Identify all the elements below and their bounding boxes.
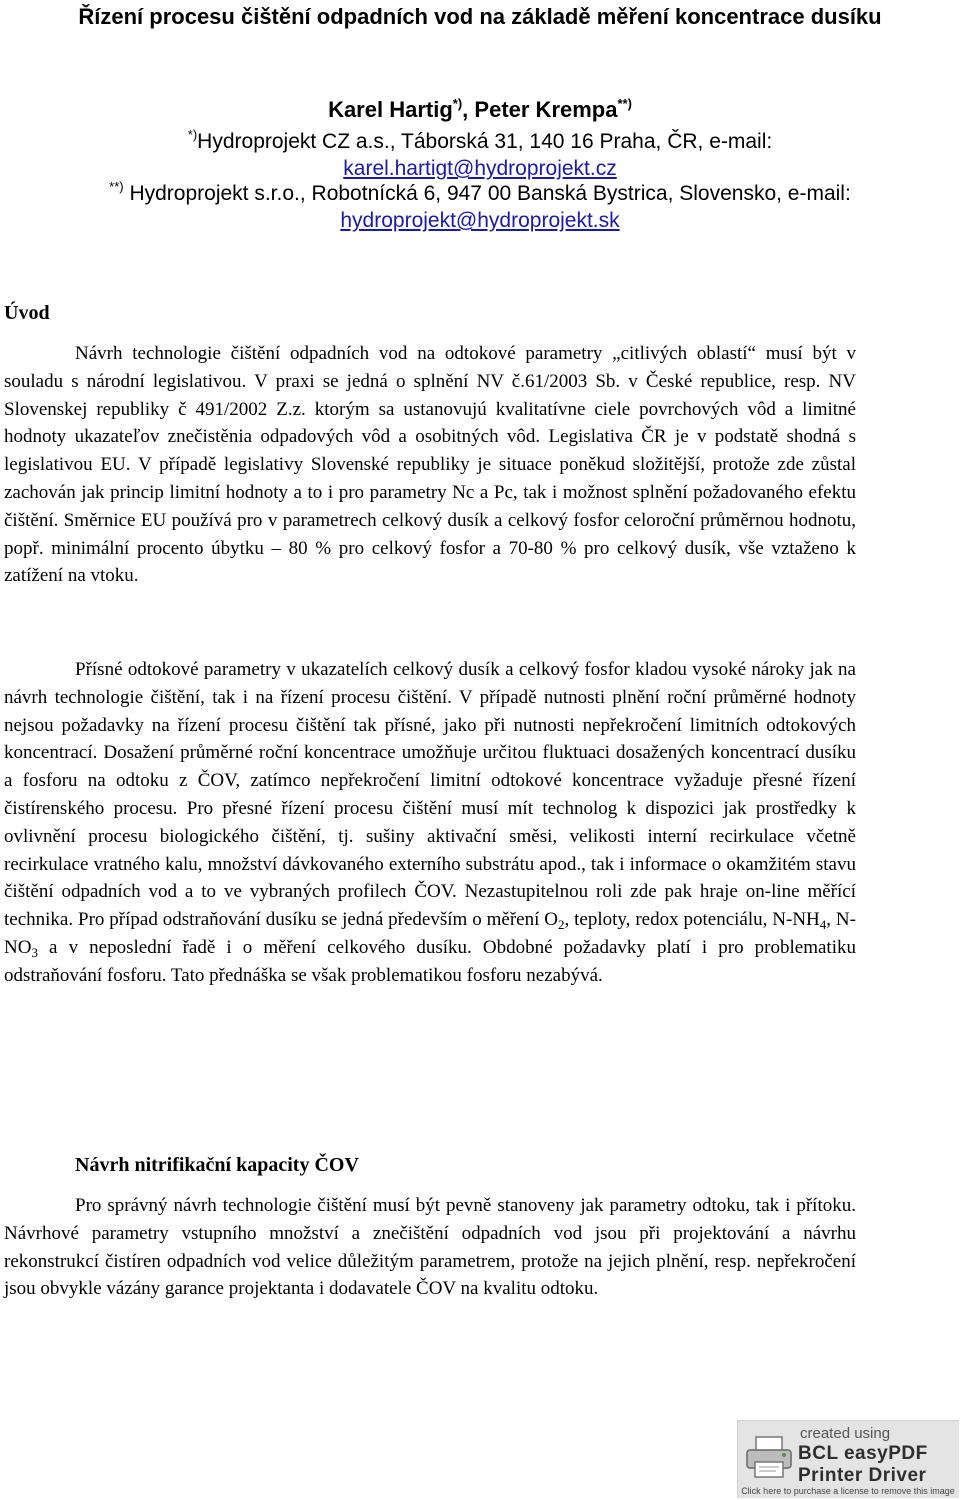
paragraph-intro-2 (4, 656, 856, 990)
author-separator: , (462, 97, 475, 122)
affiliation-1-text: Hydroprojekt CZ a.s., Táborská 31, 140 16 Praha, ČR, e-mail: (197, 130, 773, 153)
section-heading-nitrifikace: Návrh nitrifikační kapacity ČOV (75, 1154, 359, 1176)
subscript-o2: 2 (557, 917, 565, 933)
affiliation-2-email-link[interactable]: hydroprojekt@hydroprojekt.sk (340, 209, 620, 232)
page-title: Řízení procesu čištění odpadních vod na základě měření koncentrace dusíku (78, 4, 882, 29)
paragraph-intro-2-text-a: Přísné odtokové parametry v ukazatelích celkový dusík a celkový fosfor kladou vysoké nároky jak na návrh technologie čištění, tak i na řízení procesu čištění. V případě nutnosti plnění roční průměrné hodnoty nejsou požadavky na řízení procesu čištění tak přísné, jako při nutnosti nepřekročení limitních odtokových koncentrací. Dosažení průměrné roční koncentrace umožňuje určitou fluktuaci dosažených koncentrací dusíku a fosforu na odtoku z ČOV, zatímco nepřekročení limitní odtokové koncentrace vyžaduje přesné řízení čistírenského procesu. Pro přesné řízení procesu čištění musí mít technolog k dispozici jak prostředky k ovlivnění procesu biologického čištění, tj. sušiny aktivační směsi, velikosti interní recirkulace včetně recirkulace vratného kalu, množství dávkovaného externího substrátu apod., tak i informace o okamžitém stavu čištění odpadních vod a to ve vybraných profilech ČOV. Nezastupitelnou roli zde pak hraje on-line měřící technika. Pro případ odstraňování dusíku se jedná především o měření O (4, 659, 856, 931)
affiliation-1-mark: *) (187, 127, 198, 142)
watermark-created-using: created using (800, 1425, 891, 1442)
paragraph-nitrifikace-1: Pro správný návrh technologie čištění musí být pevně stanoveny jak parametry odtoku, tak i přítoku. Návrhové parametry vstupního množství a znečištění odpadních vod jsou při projektování a návrhu rekonstrukcí čistíren odpadních vod velice důležitým parametrem, protože na jejich plnění, resp. nepřekročení jsou obvykle vázány garance projektanta i dodavatele ČOV na kvalitu odtoku. (4, 1195, 856, 1300)
paragraph-intro-1: Návrh technologie čištění odpadních vod na odtokové parametry „citlivých oblastí“ musí být v souladu s národní legislativou. V praxi se jedná o splnění NV č.61/2003 Sb. v České republice, resp. NV Slovenskej republiky č 491/2002 Z.z. ktorým sa ustanovujú kvalitatívne ciele povrchových vôd a limitné hodnoty ukazateľov znečistěnia odpadových vôd a osobitných vôd. Legislativa ČR je v podstatě shodná s legislativou EU. V případě legislativy Slovenské republiky je situace poněkud složitější, protože zde zůstal zachován jak princip limitní hodnoty a to i pro parametry Nc a Pc, tak i možnost splnění požadovaného efektu čištění. Směrnice EU používá pro v parametrech celkový dusík a celkový fosfor celoroční průměrnou hodnotu, popř. minimální procento úbytku – 80 % pro celkový fosfor a 70-80 % pro celkový dusík, vše vztaženo k zatížení na vtoku. (4, 343, 856, 587)
affiliation-2-mark: **) (109, 179, 124, 194)
subscript-nh4: 4 (819, 917, 827, 933)
affiliation-1-email-link[interactable]: karel.hartigt@hydroprojekt.cz (343, 157, 617, 180)
subscript-no3: 3 (31, 944, 38, 960)
printer-icon (744, 1435, 794, 1479)
section-heading-uvod: Úvod (4, 302, 50, 324)
affiliation-2 (100, 180, 860, 234)
author-2-mark: **) (617, 96, 632, 111)
watermark-product-name: BCL easyPDF (798, 1443, 928, 1464)
author-1-mark: *) (452, 96, 463, 111)
authors-line (0, 96, 960, 124)
paragraph-intro-2-text-c: , N-NO (4, 909, 856, 958)
author-2: Peter Krempa (474, 97, 618, 122)
author-1: Karel Hartig (328, 97, 453, 122)
paragraph-intro-2-text-d: a v neposlední řadě i o měření celkového dusíku. Obdobné požadavky platí i pro problematiku odstraňování fosforu. Tato přednáška se však problematikou fosforu nezabývá. (4, 936, 856, 986)
paragraph-intro-2-text-b: , teploty, redox potenciálu, N-NH (564, 909, 820, 931)
watermark-purchase-link[interactable]: Click here to purchase a license to remove this image (741, 1486, 955, 1496)
affiliation-2-text: Hydroprojekt s.r.o., Robotnícká 6, 947 00 Banská Bystrica, Slovensko, e-mail: (123, 182, 851, 205)
watermark-product-type: Printer Driver (798, 1465, 927, 1486)
easypdf-watermark-badge[interactable] (737, 1420, 959, 1498)
affiliation-1 (100, 128, 860, 182)
